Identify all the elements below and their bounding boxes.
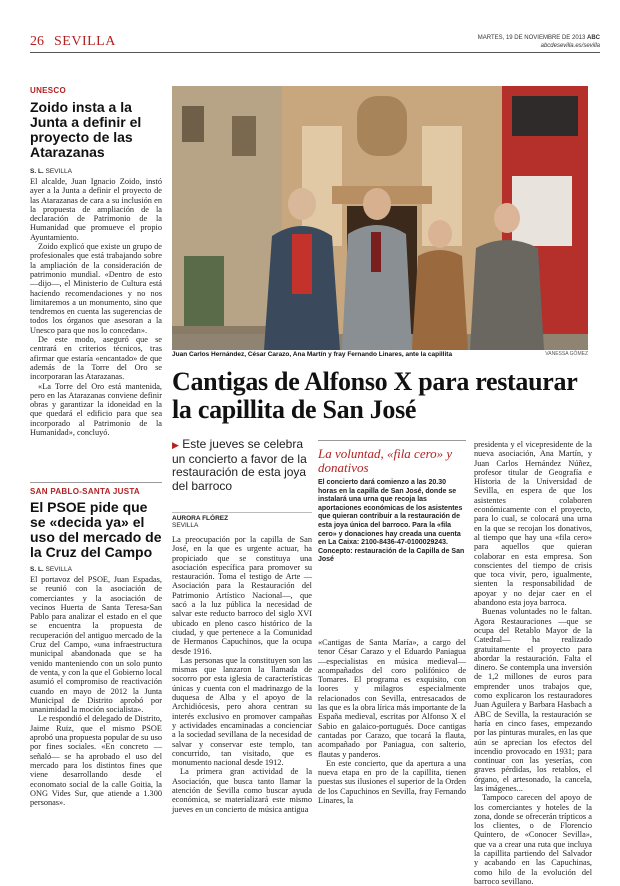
sidebar-story-unesco (30, 86, 162, 437)
story-headline: Zoido insta a la Junta a definir el proyecto de las Atarazanas (30, 99, 142, 160)
story-paragraph: El portavoz del PSOE, Juan Espadas, se reunió con la asociación de comerciantes y la asociación de vecinos Huerta de Santa Teresa-San Pablo para analizar el estado en el que se encuentra la propuesta de recuperación del antiguo mercado de la Cruz del Campo, «una infraestructura municipal abandonada que se ha venido manteniendo con un solo punto de venta, y con la que el Gobierno local asumió el compromiso de reactivación cuando en mayo de 2012 la Junta Municipal de Distrito aprobó por unanimidad la moción socialista». (30, 575, 163, 715)
byline-author: S. L. (30, 168, 44, 175)
inset-box (318, 440, 466, 565)
main-body-3 (474, 440, 592, 886)
header-site: abcdesevilla.es/sevilla (540, 43, 600, 49)
page-header (30, 34, 600, 50)
photo-credit: VANESSA GÓMEZ (545, 351, 588, 357)
byline-city: SEVILLA (45, 168, 72, 175)
body-paragraph: Las personas que la constituyen son las mismas que lanzaron la llamada de socorro por esta iglesia de características únicas y cuenta con el madrinazgo de la duquesa de Alba y el apoyo de la Archidiócesis, pero ahora centran su interés exclusivo en promover campañas y actividades encaminadas a concienciar a la sociedad sevillana de la necesidad de salvar y conservar este templo, tan concurrido, tan visitado, que es monumento nacional desde 1912. (172, 655, 312, 768)
story-paragraph: De este modo, aseguró que se centrará en criterios técnicos, tras afirmar que estaría «encantado» de que además de la Torre del Oro se incorporaran las Atarazanas. (30, 335, 162, 382)
story-paragraph: Zoido explicó que existe un grupo de profesionales que está trabajando sobre la ampliación de la consideración de patrimonio mundial. «Dentro de esto —dijo—, el Ministerio de Cultura está haciendo recomendaciones y no nos limitaremos a un monumento, sino que tendremos en cuenta las sugerencias de todos los órganos que asesoran a la Unesco para que nos lo concedan». (30, 242, 162, 335)
body-paragraph: «Cantigas de Santa María», a cargo del tenor César Carazo y el Eduardo Paniagua —especialistas en música medieval— acompañados del coro polifónico de Tomares. El programa es exquisito, con loores y milagros especialmente relacionados con Sevilla, entresacados de las que es la obra lírica más importante de la España medieval, escritas por Alfonso X el Sabio en galaico-portugués. Doce cantigas cantadas por Carazo, que tocará la flauta, acompañado por Paniagua, con salterio, flautas y panderos. (318, 638, 466, 759)
main-body-1 (172, 535, 312, 814)
main-column-3 (474, 440, 592, 886)
story-body (30, 575, 162, 807)
inset-body: El concierto dará comienzo a las 20.30 horas en la capilla de San José, donde se instalará una urna que recoja las aportaciones económicas de los asistentes que quieran contribuir a la restauración de esta joya única del barroco. Para la «fila cero» y donaciones hay creada una cuenta en La Caixa: 2100-8436-47-0100029243. Concepto: restauración de la Capilla de San José (318, 479, 465, 564)
body-paragraph: La preocupación por la capilla de San José, en la que es urgente actuar, ha propiciado que se constituya una asociación específica para promover su restauración. Toma el testigo de Arte —Asociación para la Restauración del Patrimonio Artístico Nacional—, que sacó a la luz pública la necesidad de salvar este reducto barroco del siglo XVI ubicado en pleno casco histórico de la ciudad, y que pertenece a la Comunidad de Hermanos Capuchinos, que la ocupa desde 1916. (172, 535, 312, 656)
sidebar-story-psoe (30, 487, 162, 807)
story-headline: El PSOE pide que se «decida ya» el uso del mercado de la Cruz del Campo (30, 499, 162, 560)
story-kicker: SAN PABLO-SANTA JUSTA (30, 487, 141, 496)
byline-author: S. L. (30, 566, 44, 573)
byline-city: SEVILLA (172, 522, 199, 529)
caption-text: Juan Carlos Hernández, César Carazo, Ana Martín y fray Fernando Linares, ante la capillita (172, 351, 453, 358)
body-paragraph: presidenta y el vicepresidente de la nueva asociación, Ana Martín, y Juan Carlos Hernández Núñez, profesor titular de Geografía e Historia de la Universidad de Sevilla, en espera de que los asistentes colaboren económicamente con el proyecto, para lo cual, se colocará una urna en la que se recojan los donativos, al tiempo que hay una «fila cero» para aquellos que quieran colaborar en esta empresa. Son conscientes del tiempo de crisis que toca vivir, pero, igualmente, sienten la responsabilidad de apoyar y no dejar caer en el abandono esta joya barroca. (474, 440, 592, 608)
story-byline (30, 168, 162, 175)
body-paragraph: Buenas voluntades no le faltan. Agora Restauraciones —que se ocupa del Retablo Mayor de la Catedral— ha realizado gratuitamente el proyecto para abordar la restauración. Falta el dinero. Se contempla una inversión de 1,2 millones de euros para emprender unos trabajos que, como explicaron los restauradores Juan Aguilera y Barbara Hasbach a ABC de Sevilla, la restauración se haría en cinco fases, empezando por las pinturas murales, en las que aún se aprecian los efectos del incendio provocado en 1931; para continuar con las yeserías, con graves pérdidas, los retablos, el órgano, el artesonado, la cancela, las imágenes... (474, 607, 592, 793)
body-paragraph: Tampoco carecen del apoyo de los comerciantes y hoteles de la zona, donde se ofrecerán trípticos a los clientes, o de Florencio Quintero, de «Conocer Sevilla», que va a crear una ruta que incluya la capillita partiendo del Salvador y acabando en las Capuchinas, como hilo de la evolución del barroco sevillano. (474, 793, 592, 886)
main-body-2 (318, 638, 466, 805)
section-name: SEVILLA (54, 34, 116, 49)
story-byline (30, 566, 162, 573)
header-date: MARTES, 19 DE NOVIEMBRE DE 2013 (477, 35, 586, 41)
byline-city: SEVILLA (45, 566, 72, 573)
main-subhead (172, 438, 312, 493)
header-rule (30, 52, 600, 53)
main-photo (172, 86, 588, 350)
main-byline (172, 512, 312, 529)
story-kicker: UNESCO (30, 86, 67, 95)
header-brand: ABC (587, 35, 600, 41)
body-paragraph: En este concierto, que da apertura a una nueva etapa en pro de la capillita, tienen puestas sus ilusiones el superior de la Orden de los Capuchinos en Sevilla, fray Fernando Linares, la (318, 758, 466, 806)
triangle-bullet-icon: ▶ (172, 440, 179, 450)
main-column-1 (172, 512, 312, 814)
page-number: 26 (30, 34, 44, 49)
story-paragraph: El alcalde, Juan Ignacio Zoido, instó ayer a la Junta a definir el proyecto de las Atarazanas de cara a su inclusión en la propuesta de ampliación de la declaración de Patrimonio de la Humanidad que promueve el propio Ayuntamiento. (30, 177, 162, 242)
body-paragraph: La primera gran actividad de la Asociación, que busca tanto llamar la atención de Sevilla como buscar ayuda económica, se materializará este mismo jueves en un concierto de música antigua (172, 767, 312, 814)
photo-illustration (172, 86, 588, 350)
subhead-text: Este jueves se celebra un concierto a favor de la restauración de esta joya del barroco (172, 437, 307, 493)
story-body (30, 177, 162, 437)
main-headline: Cantigas de Alfonso X para restaurar la capillita de San José (172, 367, 577, 424)
story-separator (30, 482, 162, 483)
story-paragraph: «La Torre del Oro está mantenida, pero en las Atarazanas conviene definir obras y garantizar la idoneidad en la que quedará el edificio para que sea incorporado al Patrimonio de la Humanidad», concluyó. (30, 381, 162, 438)
byline-author: AURORA FLÓREZ (172, 515, 229, 522)
header-info (478, 34, 600, 50)
photo-caption (172, 351, 588, 358)
story-paragraph: Le respondió el delegado de Distrito, Jaime Ruiz, que el mismo PSOE aprobó una propuesta popular de su uso por fines sociales. «En concreto —señaló— se ha aprobado el uso del mercado para los distintos fines que viene desarrollando desde el economato social de la calle Goitia, la ONG Vides Sur, que atiende a 1.300 personas». (30, 714, 162, 808)
main-column-2 (318, 638, 466, 805)
inset-title: La voluntad, «fila cero» y donativos (318, 446, 453, 475)
